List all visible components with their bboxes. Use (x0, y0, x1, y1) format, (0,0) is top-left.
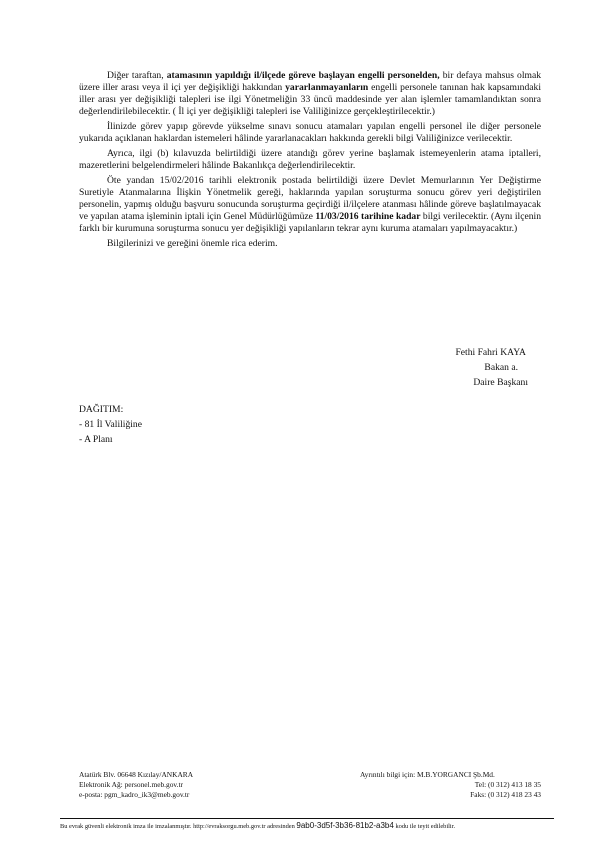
text-segment: İlinizde görev yapıp görevde yükselme sınavı sonucu atamaları yapılan engelli personel ile diğer personele yukarıda açıklanan haklardan istemeleri hâlinde yararlanacakları hakkında gerekli bilgi Valiliğinizce verilecektir. (79, 121, 541, 144)
distribution-block (79, 402, 142, 447)
body-paragraph (79, 148, 541, 172)
text-segment: engelli personele tanınan hak kapsamındaki iller arası yer değişikliği talepleri ise ilgi Yönetmeliğin 33 üncü maddesinde yer alan işlemler tamamlandıktan sonra değerlendirilebilecektir. ( İl içi yer değişikliği talepleri ise Valiliğinizce gerçekleştirilecektir.) (79, 82, 541, 117)
footer-tel: Tel: (0 312) 413 18 35 (474, 780, 541, 789)
text-segment: Bilgilerinizi ve gereğini önemle rica ederim. (107, 238, 278, 249)
signer-name: Fethi Fahri KAYA (455, 347, 526, 358)
footer-divider (60, 818, 554, 819)
letter-body (79, 70, 541, 253)
signature-block (400, 345, 540, 390)
signer-title-proxy: Bakan a. (484, 362, 518, 373)
text-segment: bir defaya mahsus olmak üzere iller arası veya il içi yer değişikliği hakkından (79, 70, 541, 93)
signer-title: Daire Başkanı (473, 377, 528, 388)
text-segment: bilgi verilecektir. (Aynı ilçenin farklı bir kurumuna soruşturma sonucu yer değişikliği yapılanların tekrar aynı kuruma atamaları yapılmayacaktır.) (79, 211, 541, 234)
verification-code: 9ab0-3d5f-3b36-81b2-a3b4 (296, 821, 394, 830)
footer-address: Atatürk Blv. 06648 Kızılay/ANKARA (79, 770, 194, 779)
footer-email: e-posta: pgm_kadro_ik3@meb.gov.tr (79, 790, 190, 799)
distribution-heading: DAĞITIM: (79, 404, 124, 415)
bold-text: yararlanmayanların (285, 82, 369, 93)
distribution-item: - 81 İl Valiliğine (79, 419, 142, 430)
bold-text: atamasının yapıldığı il/ilçede göreve başlayan engelli personelden, (166, 70, 440, 81)
footer-address-block (79, 770, 193, 800)
bold-text: 11/03/2016 tarihine kadar (315, 211, 421, 222)
body-paragraph (79, 175, 541, 235)
text-segment: Öte yandan 15/02/2016 tarihli elektronik postada belirtildiği üzere Devlet Memurlarının Yer Değiştirme Suretiyle Atanmalarına İlişkin Yönetmelik gereği, haklarında yapılan soruşturma sonucu görev yeri değiştirilen personelin, yapmış olduğu başvuru sonucunda soruşturma geçirdiği il/ilçelere atanması hâlinde göreve başlatılmayacak ve yapılan atama işleminin iptali için Genel Müdürlüğümüze (79, 175, 541, 222)
body-paragraph (79, 70, 541, 118)
footer-web: Elektronik Ağ: personel.meb.gov.tr (79, 780, 183, 789)
footer-contact-person: Ayrıntılı bilgi için: M.B.YORGANCI Şb.Md. (360, 770, 495, 779)
text-segment: Diğer taraftan, (107, 70, 167, 81)
footer-contact-block (360, 770, 541, 800)
distribution-item: - A Planı (79, 434, 113, 445)
body-paragraph (79, 121, 541, 145)
text-segment: Ayrıca, ilgi (b) kılavuzda belirtildiği üzere atandığı görev yerine başlamak istemeyenlerin atama iptalleri, mazeretlerini belgelendirmeleri hâlinde Bakanlıkça değerlendirilecektir. (79, 148, 541, 171)
verification-line (60, 821, 554, 831)
verification-prefix: Bu evrak güvenli elektronik imza ile imzalanmıştır. http://evraksorgu.meb.gov.tr adresinden (60, 823, 295, 830)
body-paragraph (79, 238, 541, 250)
footer-fax: Faks: (0 312) 418 23 43 (470, 790, 541, 799)
verification-suffix: kodu ile teyit edilebilir. (395, 823, 456, 830)
